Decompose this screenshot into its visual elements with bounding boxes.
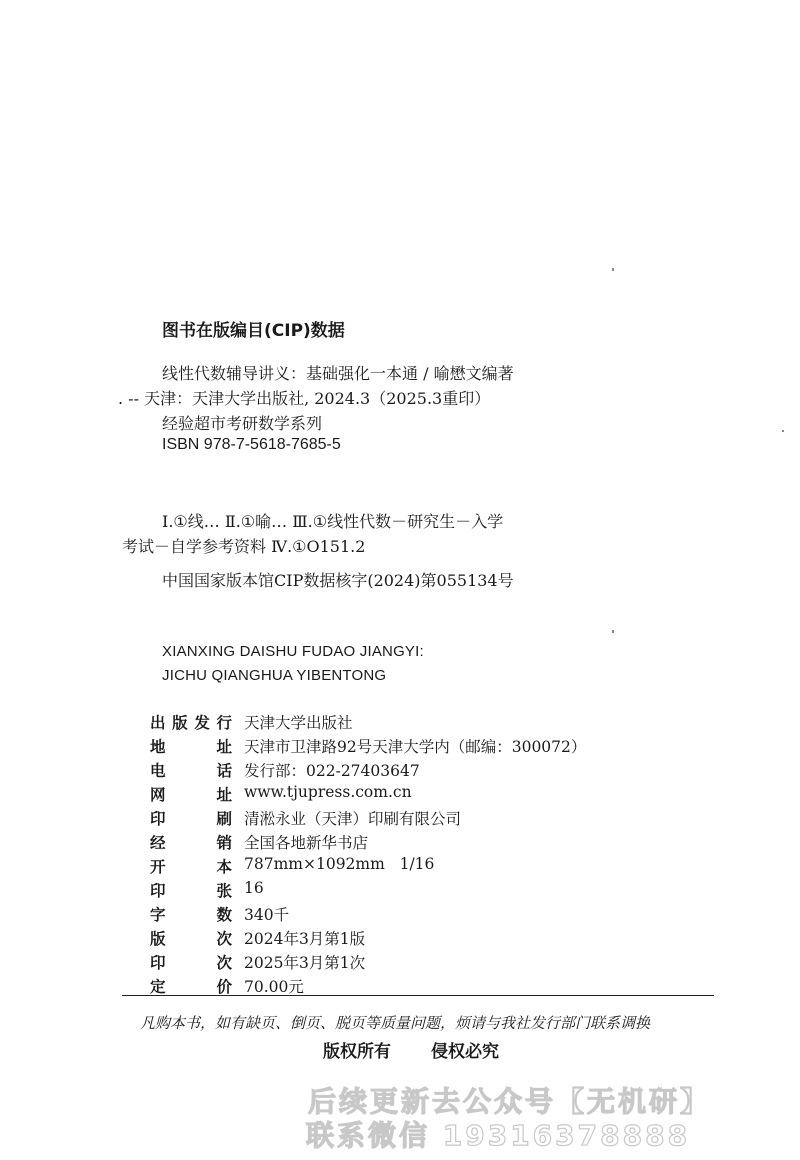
infringement-notice: 侵权必究	[431, 1042, 499, 1062]
info-value: 清淞永业（天津）印刷有限公司	[244, 810, 462, 828]
cip-isbn: ISBN 978-7-5618-7685-5	[162, 436, 341, 453]
info-value: 340千	[244, 906, 290, 924]
cip-classification-line-2: 考试－自学参考资料 Ⅳ.①O151.2	[122, 537, 366, 556]
info-value: www.tjupress.com.cn	[244, 783, 412, 801]
scan-speck	[612, 630, 614, 633]
watermark-line-1: 后续更新去公众号【无机研】	[308, 1085, 712, 1118]
info-label: 出 版 发 行	[150, 714, 232, 732]
rights-reserved: 版权所有	[323, 1042, 391, 1062]
info-value: 16	[244, 879, 264, 897]
info-value: 2025年3月第1次	[244, 954, 366, 972]
cip-classification-line-1: Ⅰ.①线… Ⅱ.①喻… Ⅲ.①线性代数－研究生－入学	[162, 512, 504, 531]
info-value: 天津市卫津路92号天津大学内（邮编：300072）	[244, 738, 587, 756]
cip-publisher-line: . -- 天津：天津大学出版社, 2024.3（2025.3重印）	[118, 389, 491, 408]
scan-speck	[782, 430, 784, 432]
copyright-statement	[323, 1037, 539, 1062]
info-label: 网 址	[150, 786, 232, 804]
info-label: 开 本	[150, 858, 232, 876]
pinyin-title-line-2: JICHU QIANGHUA YIBENTONG	[162, 667, 387, 684]
cip-heading: 图书在版编目(CIP)数据	[162, 321, 345, 341]
info-value: 787mm×1092mm 1/16	[244, 855, 435, 873]
info-label: 经 销	[150, 834, 232, 852]
info-label: 印 次	[150, 954, 232, 972]
quality-notice: 凡购本书，如有缺页、倒页、脱页等质量问题，烦请与我社发行部门联系调换	[140, 1014, 651, 1032]
scan-speck	[612, 268, 614, 271]
info-label: 电 话	[150, 762, 232, 780]
info-value: 发行部：022-27403647	[244, 762, 420, 780]
watermark-line-2: 联系微信 19316378888	[306, 1119, 691, 1152]
info-value: 2024年3月第1版	[244, 930, 366, 948]
cip-series-line: 经验超市考研数学系列	[162, 414, 323, 433]
cip-title-line: 线性代数辅导讲义：基础强化一本通 / 喻懋文编著	[162, 364, 514, 383]
info-label: 地 址	[150, 738, 232, 756]
footer-divider	[122, 995, 714, 996]
info-label: 印 张	[150, 882, 232, 900]
info-label: 字 数	[150, 906, 232, 924]
info-value: 全国各地新华书店	[244, 834, 369, 852]
pinyin-title-line-1: XIANXING DAISHU FUDAO JIANGYI:	[162, 643, 424, 660]
info-value: 70.00元	[244, 978, 304, 996]
cip-record-number: 中国国家版本馆CIP数据核字(2024)第055134号	[162, 571, 514, 590]
info-label: 印 刷	[150, 810, 232, 828]
info-label: 版 次	[150, 930, 232, 948]
info-label: 定 价	[150, 978, 232, 996]
info-value: 天津大学出版社	[244, 714, 353, 732]
